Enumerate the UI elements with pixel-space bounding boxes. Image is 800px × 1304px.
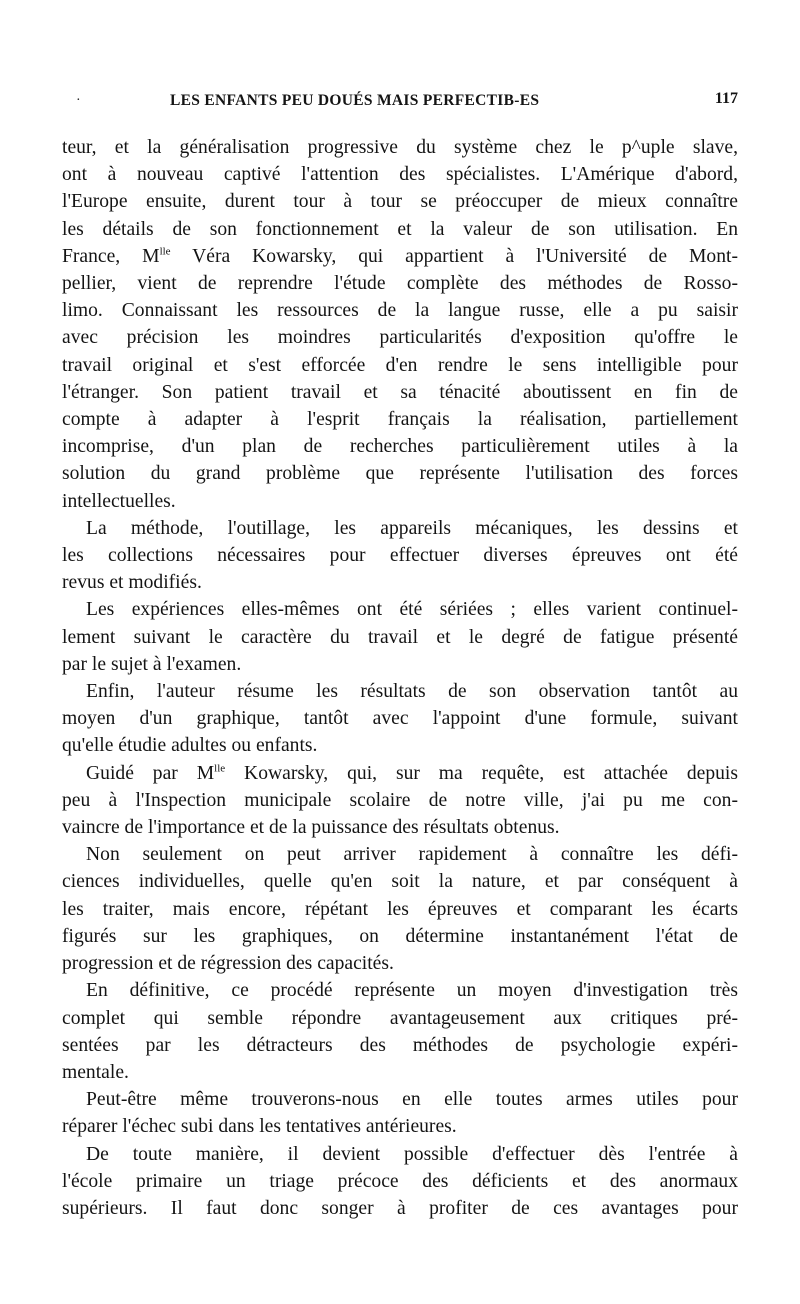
text-line: teur, et la généralisation progressive du système chez le p^uple slave,	[62, 137, 738, 158]
paragraph	[62, 1141, 738, 1223]
text-line: ont à nouveau captivé l'attention des spécialistes. L'Amérique d'abord,	[62, 164, 738, 186]
text-line: l'école primaire un triage précoce des déficients et des anormaux	[62, 1170, 738, 1192]
text-line: France, $M^{lle}$ Véra Kowarsky, qui appartient à l'Université de Mont-	[62, 245, 738, 267]
text-line: incomprise, d'un plan de recherches particulièrement utiles à la	[62, 436, 738, 458]
paragraph	[62, 760, 738, 842]
text-line: qu'elle étudie adultes ou enfants.	[62, 735, 318, 757]
running-head-title: LES ENFANTS PEU DOUÉS MAIS PERFECTIB-ES	[170, 92, 540, 109]
text-line: peu à l'Inspection municipale scolaire de notre ville, j'ai pu me con-	[62, 789, 738, 811]
text-line: De toute manière, il devient possible d'effectuer dès l'entrée à	[86, 1143, 738, 1165]
text-line: Enfin, l'auteur résume les résultats de son observation tantôt au	[86, 681, 738, 703]
text-line: La méthode, l'outillage, les appareils mécaniques, les dessins et	[86, 517, 738, 539]
text-line: revus et modifiés.	[62, 572, 202, 594]
text-line: Non seulement on peut arriver rapidement à connaître les défi-	[86, 844, 738, 866]
text-line: figurés sur les graphiques, on détermine instantanément l'état de	[62, 925, 738, 947]
text-line: l'étranger. Son patient travail et sa ténacité aboutissent en fin de	[62, 381, 738, 403]
paragraph	[62, 977, 738, 1086]
book-page	[62, 86, 738, 1222]
text-line: pellier, vient de reprendre l'étude complète des méthodes de Rosso-	[62, 273, 738, 295]
text-line: lement suivant le caractère du travail et le degré de fatigue présenté	[62, 626, 738, 648]
superscript: lle	[159, 245, 171, 258]
text-line: les collections nécessaires pour effectuer diverses épreuves ont été	[62, 545, 738, 567]
page-number: 117	[714, 90, 738, 107]
body-text	[62, 134, 738, 1222]
superscript: lle	[214, 762, 226, 775]
text-line: les traiter, mais encore, répétant les épreuves et comparant les écarts	[62, 898, 738, 920]
text-line: supérieurs. Il faut donc songer à profiter de ces avantages pour	[62, 1197, 738, 1219]
text-line: par le sujet à l'examen.	[62, 653, 242, 675]
text-line: Peut-être même trouverons-nous en elle toutes armes utiles pour	[86, 1089, 738, 1111]
text-line: sentées par les détracteurs des méthodes de psychologie expéri-	[62, 1034, 738, 1056]
text-line: progression et de régression des capacités.	[62, 953, 394, 975]
paragraph	[62, 134, 738, 515]
text-line: travail original et s'est efforcée d'en rendre le sens intelligible pour	[62, 354, 738, 376]
text-line: avec précision les moindres particularités d'exposition qu'offre le	[62, 327, 738, 349]
text-line: ciences individuelles, quelle qu'en soit la nature, et par conséquent à	[62, 871, 738, 893]
text-line: vaincre de l'importance et de la puissance des résultats obtenus.	[62, 817, 560, 839]
paragraph	[62, 678, 738, 760]
text-line: l'Europe ensuite, durent tour à tour se préoccuper de mieux connaître	[62, 191, 738, 213]
text-line: solution du grand problème que représente l'utilisation des forces	[62, 463, 738, 485]
text-line: mentale.	[62, 1061, 129, 1083]
text-line: complet qui semble répondre avantageusement aux critiques pré-	[62, 1007, 738, 1029]
text-line: compte à adapter à l'esprit français la réalisation, partiellement	[62, 409, 738, 431]
text-line: Les expériences elles-mêmes ont été sériées ; elles varient continuel-	[86, 599, 738, 621]
text-line: intellectuelles.	[62, 490, 176, 512]
header-dot: ·	[76, 93, 81, 108]
text-line: les détails de son fonctionnement et la valeur de son utilisation. En	[62, 218, 738, 240]
paragraph	[62, 515, 738, 597]
paragraph	[62, 841, 738, 977]
text-line: moyen d'un graphique, tantôt avec l'appoint d'une formule, suivant	[62, 708, 738, 730]
running-head	[62, 86, 738, 120]
text-line: limo. Connaissant les ressources de la langue russe, elle a pu saisir	[62, 300, 738, 322]
paragraph	[62, 596, 738, 678]
text-line: En définitive, ce procédé représente un moyen d'investigation très	[86, 980, 738, 1002]
text-line: réparer l'échec subi dans les tentatives antérieures.	[62, 1116, 457, 1138]
paragraph	[62, 1086, 738, 1140]
text-line: Guidé par $M^{lle}$ Kowarsky, qui, sur ma requête, est attachée depuis	[86, 762, 739, 784]
